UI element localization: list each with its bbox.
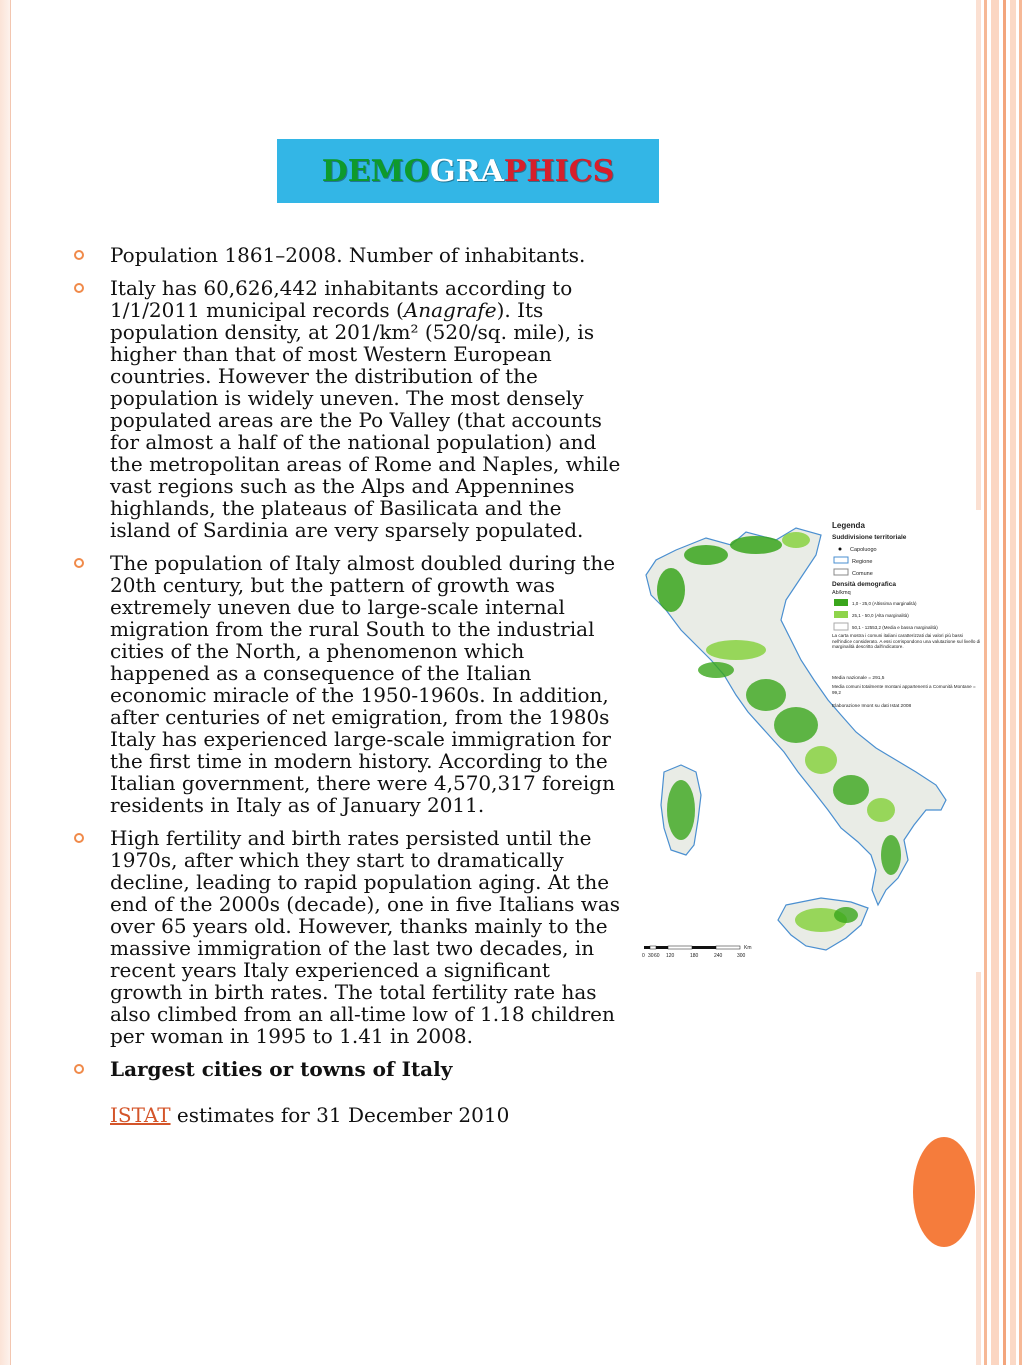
bullet-italic-text: Anagrafe bbox=[403, 298, 497, 322]
legend-note: La carta mostra i comuni italiani caratterizzati dai valori più bassi nell'indice considerato. A essi corrispondono una valutazione sul livello di marginalità descritto dall'indicatore. bbox=[832, 633, 981, 650]
map-svg bbox=[636, 510, 984, 972]
bullet-list bbox=[72, 244, 628, 1126]
italy-density-map bbox=[636, 510, 984, 972]
title-part-green: DEMO bbox=[321, 153, 430, 189]
border-stripe bbox=[1010, 0, 1016, 1365]
border-stripe bbox=[991, 0, 999, 1365]
title-banner bbox=[277, 139, 659, 203]
media-montani: Media comuni totalmente montani appartenenti a Comunità Montane = 99,2 bbox=[832, 684, 976, 695]
density-unit: Ab/kmq bbox=[832, 590, 851, 596]
bullet-heading: Largest cities or towns of Italy bbox=[110, 1057, 453, 1081]
bullet-text: Population 1861–2008. Number of inhabitants. bbox=[110, 243, 586, 267]
border-stripe bbox=[1003, 0, 1006, 1365]
decorative-oval bbox=[913, 1137, 975, 1247]
scale-tick: 120 bbox=[666, 953, 675, 959]
media-montani-container bbox=[832, 684, 982, 698]
bullet-item bbox=[72, 244, 628, 266]
bullet-item bbox=[72, 1058, 628, 1080]
bullet-text: Italy has 60,626,442 inhabitants according to 1/1/2011 municipal records ( bbox=[110, 276, 573, 322]
legend-item: Comune bbox=[852, 571, 873, 577]
scale-bar bbox=[642, 945, 752, 959]
border-stripe bbox=[1019, 0, 1022, 1365]
bullet-circle-icon bbox=[74, 1064, 84, 1074]
source-text: estimates for 31 December 2010 bbox=[170, 1103, 510, 1127]
title-part-red: PHICS bbox=[503, 153, 615, 189]
title-part-white: GRA bbox=[429, 153, 504, 189]
bullet-circle-icon bbox=[74, 833, 84, 843]
legend-item: Capoluogo bbox=[850, 547, 877, 553]
scale-tick: 30 bbox=[648, 953, 654, 959]
density-item: 50,1 - 12553,2 (Media e bassa marginalità) bbox=[852, 625, 938, 630]
regione-swatch bbox=[834, 557, 848, 563]
density-swatch-high bbox=[834, 599, 848, 606]
bullet-circle-icon bbox=[74, 283, 84, 293]
bullet-item bbox=[72, 277, 628, 541]
bullet-item bbox=[72, 827, 628, 1047]
scale-tick: 180 bbox=[690, 953, 699, 959]
scale-tick: 0 bbox=[642, 953, 645, 959]
bullet-text: ). Its population density, at 201/km² (520/sq. mile), is higher than that of most Western European countries. However the distribution of the population is widely uneven. The most densely populated areas are the Po Valley (that accounts for almost a half of the national population) and the metropolitan areas of Rome and Naples, while vast regions such as the Alps and Appennines highlands, the plateaus of Basilicata and the island of Sardinia are very sparsely populated. bbox=[110, 298, 621, 542]
scale-tick: 240 bbox=[714, 953, 723, 959]
bullet-text: High fertility and birth rates persisted until the 1970s, after which they start to dramatically decline, leading to rapid population aging. At the end of the 2000s (decade), one in five Italians was over 65 years old. However, thanks mainly to the massive immigration of the last two decades, in recent years Italy experienced a significant growth in birth rates. The total fertility rate has also climbed from an all-time low of 1.18 children per woman in 1995 to 1.41 in 2008. bbox=[110, 826, 620, 1048]
elaborazione: Elaborazione Imont su dati Istat 2008 bbox=[832, 704, 912, 709]
map-legend bbox=[832, 521, 982, 709]
bullet-circle-icon bbox=[74, 250, 84, 260]
bullet-circle-icon bbox=[74, 558, 84, 568]
left-border bbox=[0, 0, 11, 1365]
istat-link[interactable]: ISTAT bbox=[110, 1103, 171, 1127]
source-line bbox=[72, 1104, 628, 1126]
capoluogo-icon bbox=[839, 548, 842, 551]
density-swatch-low bbox=[834, 623, 848, 630]
bullet-text: The population of Italy almost doubled during the 20th century, but the pattern of growth was extremely uneven due to large-scale internal migration from the rural South to the industrial cities of the North, a phenomenon which happened as a consequence of the Italian economic miracle of the 1950-1960s. In addition, after centuries of net emigration, from the 1980s Italy has experienced large-scale immigration for the first time in modern history. According to the Italian government, there were 4,570,317 foreign residents in Italy as of January 2011. bbox=[110, 551, 616, 817]
legend-item: Regione bbox=[852, 559, 873, 565]
comune-swatch bbox=[834, 569, 848, 575]
density-swatch-mid bbox=[834, 611, 848, 618]
legend-note-container bbox=[832, 633, 982, 669]
density-title: Densità demografica bbox=[832, 581, 896, 588]
border-stripe bbox=[984, 0, 987, 1365]
scale-tick: 300 bbox=[737, 953, 746, 959]
legend-subtitle: Suddivisione territoriale bbox=[832, 534, 907, 541]
density-item: 1,0 - 25,0 (Altissima marginalità) bbox=[852, 601, 917, 606]
legend-title: Legenda bbox=[832, 521, 865, 530]
scale-unit: Km bbox=[744, 945, 752, 951]
density-item: 25,1 - 50,0 (Alta marginalità) bbox=[852, 613, 909, 618]
bullet-item bbox=[72, 552, 628, 816]
media-nazionale: Media nazionale = 291,5 bbox=[832, 676, 885, 681]
scale-tick: 60 bbox=[654, 953, 660, 959]
